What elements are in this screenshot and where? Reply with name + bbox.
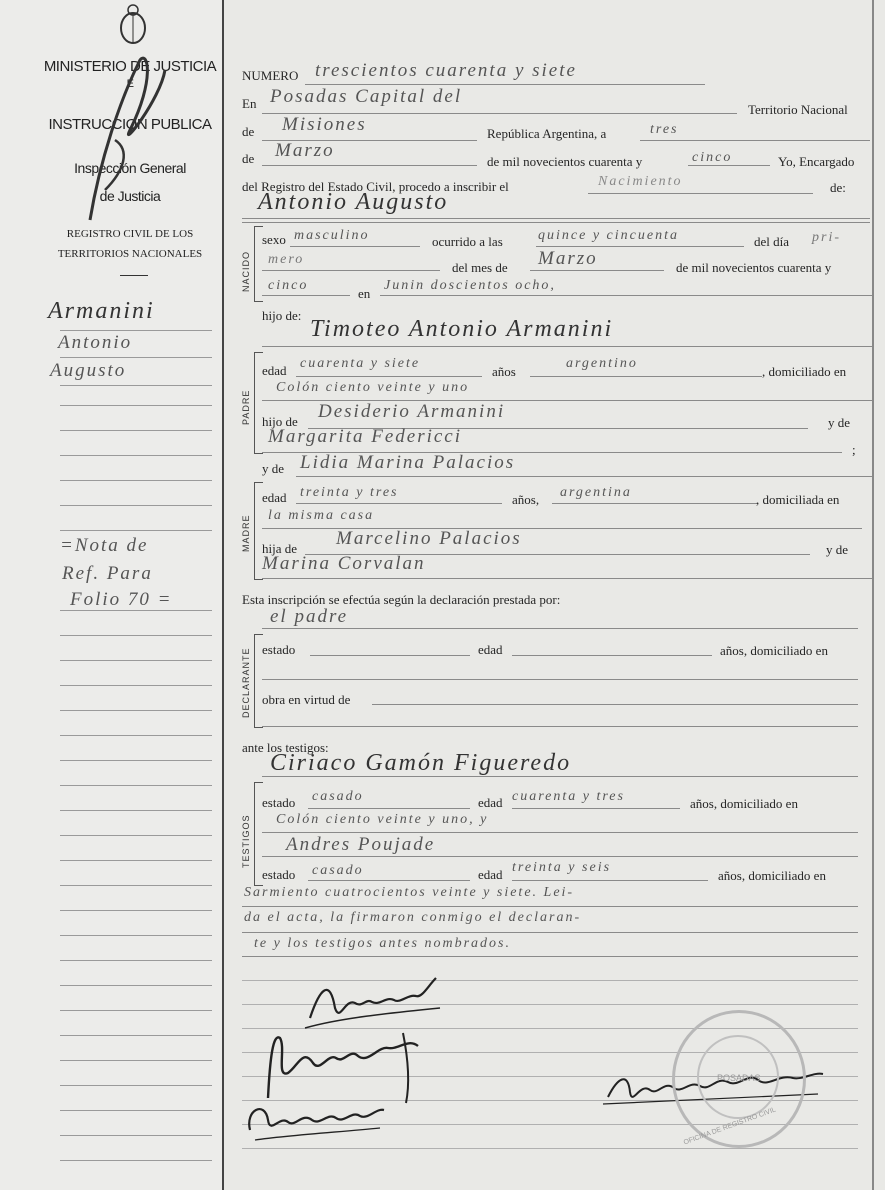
margin-line	[60, 1085, 212, 1086]
line-hora	[536, 246, 744, 247]
label-ocurrido: ocurrido a las	[432, 234, 503, 249]
value-numero: trescientos cuarenta y siete	[315, 60, 577, 81]
margin-line	[60, 910, 212, 911]
line-edad-padre	[296, 376, 482, 377]
value-sexo: masculino	[294, 228, 370, 243]
value-mes-nac: Marzo	[538, 248, 598, 269]
margin-line	[60, 860, 212, 861]
margin-line	[60, 610, 212, 611]
label-republica: República Argentina, a	[487, 126, 607, 141]
value-edad-t1: cuarenta y tres	[512, 789, 625, 804]
label-ante-testigos: ante los testigos:	[242, 740, 329, 755]
label-anos-dom-decl: años, domiciliado en	[720, 643, 828, 658]
label-estado-t1: estado	[262, 795, 296, 810]
margin-line	[60, 1035, 212, 1036]
line-numero	[305, 84, 705, 85]
line-edad-madre	[296, 503, 502, 504]
margin-note-3: Folio 70 =	[70, 589, 173, 610]
value-mes: Marzo	[275, 140, 335, 161]
label-y-de-abuela-m: y de	[826, 542, 849, 557]
label-y-de-madre: y de	[262, 461, 285, 476]
label-esta-inscripcion: Esta inscripción se efectúa según la declaración prestada por:	[242, 592, 561, 607]
label-anos-padre: años	[492, 364, 516, 379]
header-signature	[70, 40, 180, 240]
label-hija-de: hija de	[262, 541, 298, 556]
side-label-nacido: NACIDO	[241, 250, 251, 292]
margin-line	[60, 1110, 212, 1111]
label-estado-decl: estado	[262, 642, 296, 657]
value-edad-padre: cuarenta y siete	[300, 356, 421, 371]
margin-line	[60, 480, 212, 481]
line-nac-padre	[530, 376, 762, 377]
margin-line	[60, 960, 212, 961]
line-dom-decl	[262, 679, 858, 680]
label-del-mes: del mes de	[452, 260, 508, 275]
value-dia-nac-2: mero	[268, 252, 305, 267]
label-de-2: de	[242, 151, 255, 166]
value-lugar: Posadas Capital del	[270, 86, 463, 107]
margin-line	[60, 455, 212, 456]
label-anos-madre: años,	[512, 492, 540, 507]
value-dia: tres	[650, 122, 679, 137]
ministry-title: MINISTERIO DE JUSTICIA	[43, 58, 217, 75]
margin-name-2: Augusto	[50, 360, 127, 381]
line-nombre	[242, 218, 870, 219]
margin-line	[60, 785, 212, 786]
registry-subtitle: TERRITORIOS NACIONALES	[57, 248, 203, 260]
label-en-2: en	[358, 286, 371, 301]
margin-line	[60, 885, 212, 886]
line-cierre-1	[242, 932, 858, 933]
label-de-colon: de:	[830, 180, 846, 195]
line-obra-virtud	[372, 704, 858, 705]
line-madre	[296, 476, 872, 477]
line-edad-decl	[512, 655, 712, 656]
value-abuela-p: Margarita Federicci	[268, 426, 463, 447]
label-y-de-padre: y de	[828, 415, 851, 430]
value-dom-madre: la misma casa	[268, 508, 375, 523]
label-semicolon: ;	[852, 442, 856, 457]
line-estado-decl	[310, 655, 470, 656]
line-mes-nac	[530, 270, 664, 271]
line-lugar-nac	[380, 295, 872, 296]
value-padre: Timoteo Antonio Armanini	[310, 316, 614, 342]
label-edad-padre: edad	[262, 363, 287, 378]
value-edad-t2: treinta y seis	[512, 860, 612, 875]
margin-line	[60, 1060, 212, 1061]
label-edad-t1: edad	[478, 795, 503, 810]
line-estado-t2	[308, 880, 470, 881]
line-edad-t1	[512, 808, 680, 809]
line-testigo2	[262, 856, 858, 857]
value-territorio: Misiones	[282, 114, 367, 135]
value-abuela-m: Marina Corvalan	[262, 553, 426, 574]
margin-surname: Armanini	[48, 298, 155, 324]
line-anio-nac	[262, 295, 350, 296]
side-label-declarante: DECLARANTE	[241, 647, 251, 718]
value-anio: cinco	[692, 150, 733, 165]
margin-line	[60, 505, 212, 506]
label-territorio: Territorio Nacional	[748, 102, 848, 117]
margin-line	[60, 1135, 212, 1136]
margin-line	[60, 357, 212, 358]
line-acto	[588, 193, 813, 194]
value-hora: quince y cincuenta	[538, 228, 679, 243]
line-cierre-2	[242, 956, 858, 957]
margin-line	[60, 660, 212, 661]
value-dom-t2: Sarmiento cuatrocientos veinte y siete. Lei-	[244, 885, 575, 900]
line-mes	[262, 165, 477, 166]
line-decl-end	[262, 726, 858, 727]
label-domiciliado-padre: , domiciliado en	[762, 364, 847, 379]
margin-line	[60, 330, 212, 331]
seal-text-office: OFICINA DE REGISTRO CIVIL	[682, 1106, 777, 1147]
side-label-madre: MADRE	[241, 514, 251, 552]
margin-name-1: Antonio	[58, 332, 133, 353]
label-de: de	[242, 124, 255, 139]
label-en: En	[242, 96, 257, 111]
margin-line	[60, 760, 212, 761]
page-right-edge	[872, 0, 874, 1190]
label-hijo-de: hijo de:	[262, 308, 302, 323]
value-cierre-2: te y los testigos antes nombrados.	[254, 936, 511, 951]
label-edad-t2: edad	[478, 867, 503, 882]
line-padre	[262, 346, 872, 347]
value-acto: Nacimiento	[598, 174, 683, 189]
line-dom-t1	[262, 832, 858, 833]
line-abuela-m	[262, 578, 872, 579]
label-del-dia: del día	[754, 234, 790, 249]
margin-line	[60, 635, 212, 636]
margin-line	[60, 685, 212, 686]
label-numero: NUMERO	[242, 68, 299, 83]
margin-line	[60, 835, 212, 836]
line-dia-nac	[262, 270, 440, 271]
line-edad-t2	[512, 880, 708, 881]
margin-line	[60, 935, 212, 936]
label-yo-encargado: Yo, Encargado	[778, 154, 855, 169]
value-dia-nac-1: pri-	[812, 230, 841, 245]
margin-line	[60, 405, 212, 406]
margin-line	[60, 385, 212, 386]
label-estado-t2: estado	[262, 867, 296, 882]
side-label-testigos: TESTIGOS	[241, 814, 251, 868]
label-anos-dom-t2: años, domiciliado en	[718, 868, 826, 883]
registry-title: REGISTRO CIVIL DE LOS	[66, 228, 194, 240]
margin-line	[60, 710, 212, 711]
label-mil-cuarenta: de mil novecientos cuarenta y	[487, 154, 643, 169]
value-edad-madre: treinta y tres	[300, 485, 399, 500]
inspection-subtitle: de Justicia	[99, 188, 161, 204]
line-dom-t2	[242, 906, 858, 907]
value-estado-t1: casado	[312, 789, 364, 804]
signature-testigo-2	[240, 1090, 390, 1150]
margin-line	[60, 735, 212, 736]
label-edad-decl: edad	[478, 642, 503, 657]
margin-line	[60, 430, 212, 431]
column-divider	[222, 0, 224, 1190]
value-dom-t1: Colón ciento veinte y uno, y	[276, 812, 489, 827]
value-testigo2: Andres Poujade	[286, 834, 436, 855]
value-nac-padre: argentino	[566, 356, 638, 371]
value-declarante: el padre	[270, 606, 349, 627]
line-sexo	[290, 246, 420, 247]
line-nombre-2	[242, 222, 870, 223]
value-abuelo-p: Desiderio Armanini	[318, 401, 506, 422]
header-rule	[120, 275, 148, 276]
side-label-padre: PADRE	[241, 389, 251, 425]
line-declarante	[262, 628, 858, 629]
line-nac-madre	[552, 503, 758, 504]
value-anio-nac: cinco	[268, 278, 309, 293]
value-nombre: Antonio Augusto	[258, 189, 449, 215]
label-mil-cuarenta-nac: de mil novecientos cuarenta y	[676, 260, 832, 275]
ministry-subtitle: INSTRUCCION PUBLICA	[48, 116, 212, 133]
value-testigo1: Ciriaco Gamón Figueredo	[270, 750, 572, 776]
margin-line	[60, 1010, 212, 1011]
value-estado-t2: casado	[312, 863, 364, 878]
value-dom-padre: Colón ciento veinte y uno	[276, 380, 470, 395]
value-cierre-1: da el acta, la firmaron conmigo el declaran-	[244, 910, 582, 925]
label-sexo: sexo	[262, 232, 286, 247]
margin-line	[60, 1160, 212, 1161]
ministry-title-connector: E	[126, 78, 134, 90]
line-dia	[640, 140, 870, 141]
value-nac-madre: argentina	[560, 485, 632, 500]
value-lugar-nac: Junin doscientos ocho,	[384, 278, 556, 293]
margin-line	[60, 985, 212, 986]
value-abuelo-m: Marcelino Palacios	[336, 528, 522, 549]
margin-line	[60, 530, 212, 531]
label-obra-virtud: obra en virtud de	[262, 692, 351, 707]
label-edad-madre: edad	[262, 490, 287, 505]
label-domiciliada-madre: , domiciliada en	[756, 492, 840, 507]
margin-line	[60, 810, 212, 811]
margin-note-2: Ref. Para	[62, 563, 153, 584]
label-del-registro: del Registro del Estado Civil, procedo a inscribir el	[242, 179, 509, 194]
line-estado-t1	[308, 808, 470, 809]
seal-text-city: POSADAS	[717, 1073, 761, 1083]
registry-seal	[672, 1010, 806, 1148]
value-madre: Lidia Marina Palacios	[300, 452, 516, 473]
label-anos-dom-t1: años, domiciliado en	[690, 796, 798, 811]
margin-note-1: =Nota de	[60, 535, 149, 556]
label-hijo-de-padre: hijo de	[262, 414, 298, 429]
inspection-title: Inspección General	[74, 160, 186, 176]
